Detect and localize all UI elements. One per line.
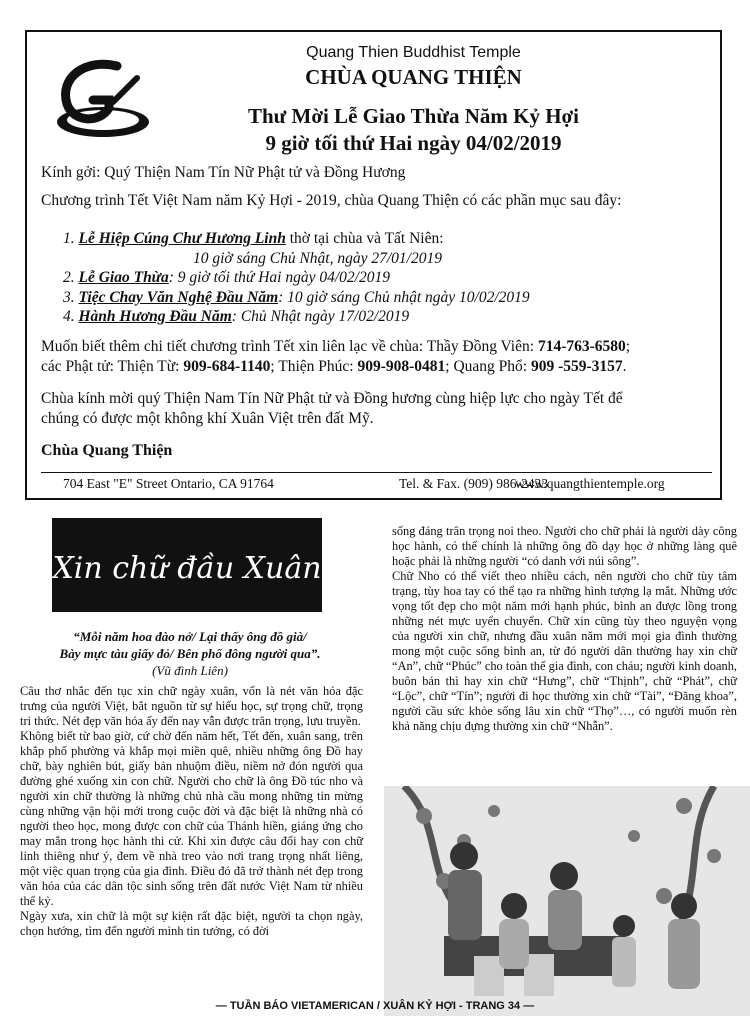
- page-footer: — TUẦN BÁO VIETAMERICAN / XUÂN KỶ HỢI - TRANG 34 —: [215, 1000, 535, 1012]
- greeting: Kính gởi: Quý Thiện Nam Tín Nữ Phật tử và Đồng Hương: [41, 164, 406, 181]
- contact-line-2: các Phật tử: Thiện Từ: 909-684-1140; Thiện Phúc: 909-908-0481; Quang Phổ: 909 -559-3157.: [41, 358, 627, 375]
- program-item: 2. Lễ Giao Thừa: 9 giờ tối thứ Hai ngày 04/02/2019: [63, 269, 390, 286]
- paragraph: Ngày xưa, xin chữ là một sự kiện rất đặc biệt, người ta chọn ngày, chọn hướng, tìm đến người mình tin tưởng, có đời: [20, 909, 363, 938]
- paragraph: Chữ Nho có thể viết theo nhiều cách, nên người cho chữ tùy tâm trạng, tùy hoa tay có thể tạo ra những hình tượng lạ mắt. Những ước vọng tốt đẹp cho một năm mới hạnh phúc, bình an được lồng trong những nét mực uyển chuyển. Chữ xin cũng tùy theo nguyện vọng của người xin chữ, nhưng đầu xuân năm mới mọi gia đình thường mong một cuộc sống bình an, từ đó người dân thường hay xin chữ “An”, chữ “Phúc” cho toàn thể gia đình, con cháu; người kinh doanh, buôn bán thì hay xin chữ “Hưng”, chữ “Thịnh”, chữ “Phát”, chữ “Lộc”, chữ “Tín”; người đi học thường xin chữ “Tài”, “Đăng khoa”, người cầu sức khỏe sống lâu xin chữ “Thọ”…, có người muốn rèn khả năng chịu đựng thường xin chữ “Nhẫn”.: [392, 569, 737, 733]
- temple-name-english: Quang Thien Buddhist Temple: [306, 44, 521, 61]
- article-column-left: [20, 684, 363, 939]
- invite-line-2: chúng có được một không khí Xuân Việt trên đất Mỹ.: [41, 410, 374, 427]
- poem-author: (Vũ đình Liên): [152, 663, 228, 678]
- paragraph: Không biết từ bao giờ, cứ chờ đến năm hết, Tết đến, xuân sang, trên khắp phố phường và khắp mọi miền quê, nhiều những ông Đồ hay chữ, bày nghiên bút, giấy bản nhuộm điều, niềm nở đón người qua đường ghé xuống xin con chữ. Người cho chữ là ông Đồ túc nho và người xin chữ thường là những chủ nhà cầu mong những tin mừng cùng những vận hội mới trong cuộc đời và đặc biệt là những nhà có người theo học, mong được con chữ của Thánh hiền, giáng ứng cho may mắn trong học hành thi cử. Khi xin được câu đối hay con chữ linh thiêng như ý, đem về nhà treo vào nơi trang trọng nhất liêng, một việc quan trọng của gia đình. Điều đó đã trở thành nét đẹp trong văn hóa của các dân tộc sinh sống trên đất nước Việt Nam từ nhiều thế kỷ.: [20, 729, 363, 908]
- svg-text:Xin chữ đầu Xuân: Xin chữ đầu Xuân: [52, 551, 322, 586]
- article-column-right: [392, 524, 737, 734]
- phone-number: 714-763-6580: [537, 338, 626, 355]
- intro: Chương trình Tết Việt Nam năm Kỷ Hợi - 2019, chùa Quang Thiện có các phần mục sau đây:: [41, 192, 622, 209]
- program-item: 1. Lễ Hiệp Cúng Chư Hương Linh thờ tại chùa và Tất Niên:: [63, 230, 444, 247]
- phone-number: 909-684-1140: [183, 358, 271, 375]
- divider: [41, 472, 712, 473]
- program-item: 3. Tiệc Chay Văn Nghệ Đầu Năm: 10 giờ sáng Chủ nhật ngày 10/02/2019: [63, 288, 530, 306]
- phone-number: 909-908-0481: [357, 358, 446, 375]
- invitation-time: 9 giờ tối thứ Hai ngày 04/02/2019: [265, 131, 562, 155]
- article-banner: [52, 518, 322, 612]
- invite-line-1: Chùa kính mời quý Thiện Nam Tín Nữ Phật tử và Đồng hương cùng hiệp lực cho ngày Tết để: [41, 390, 623, 407]
- paragraph: sống đáng trân trọng noi theo. Người cho chữ phải là người dày công học hành, có thể chính là những ông đồ dạy học ở những làng quê hoặc phải là những người “có danh với núi sông”.: [392, 524, 737, 568]
- program-list: [63, 229, 530, 327]
- footer-website[interactable]: www.quangthientemple.org: [515, 476, 665, 491]
- contact-line-1: Muốn biết thêm chi tiết chương trình Tết xin liên lạc về chùa: Thầy Đồng Viên: 714-763-6580;: [41, 338, 631, 355]
- calligraphy-scene-illustration: [384, 786, 750, 1016]
- phone-number: 909 -559-3157: [530, 358, 623, 375]
- invitation-title: Thư Mời Lễ Giao Thừa Năm Kỷ Hợi: [247, 104, 580, 128]
- footer-address: 704 East "E" Street Ontario, CA 91764: [63, 476, 274, 491]
- program-item-date: 10 giờ sáng Chủ Nhật, ngày 27/01/2019: [193, 249, 442, 267]
- invitation-box: [25, 30, 722, 500]
- paragraph: Câu thơ nhắc đến tục xin chữ ngày xuân, vốn là nét văn hóa đặc trưng của người Việt, bắt nguồn từ sự hiếu học, sự trọng chữ, trọng tri thức. Nét đẹp văn hóa ấy đến nay vẫn được trân trọng, lưu truyền.: [20, 684, 363, 728]
- footer-tel: Tel. & Fax. (909) 986-2433: [399, 476, 549, 491]
- calligraphy-icon: [52, 518, 322, 612]
- temple-name-vietnamese: CHÙA QUANG THIỆN: [305, 65, 522, 89]
- poem-quote: “Mỗi năm hoa đào nở/ Lại thấy ông đồ già/ Bày mực tàu giấy đỏ/ Bên phố đông người qua”. (Vũ đình Liên): [30, 628, 350, 679]
- signature: Chùa Quang Thiện: [41, 442, 173, 459]
- program-item: 4. Hành Hương Đầu Năm: Chủ Nhật ngày 17/02/2019: [63, 308, 410, 325]
